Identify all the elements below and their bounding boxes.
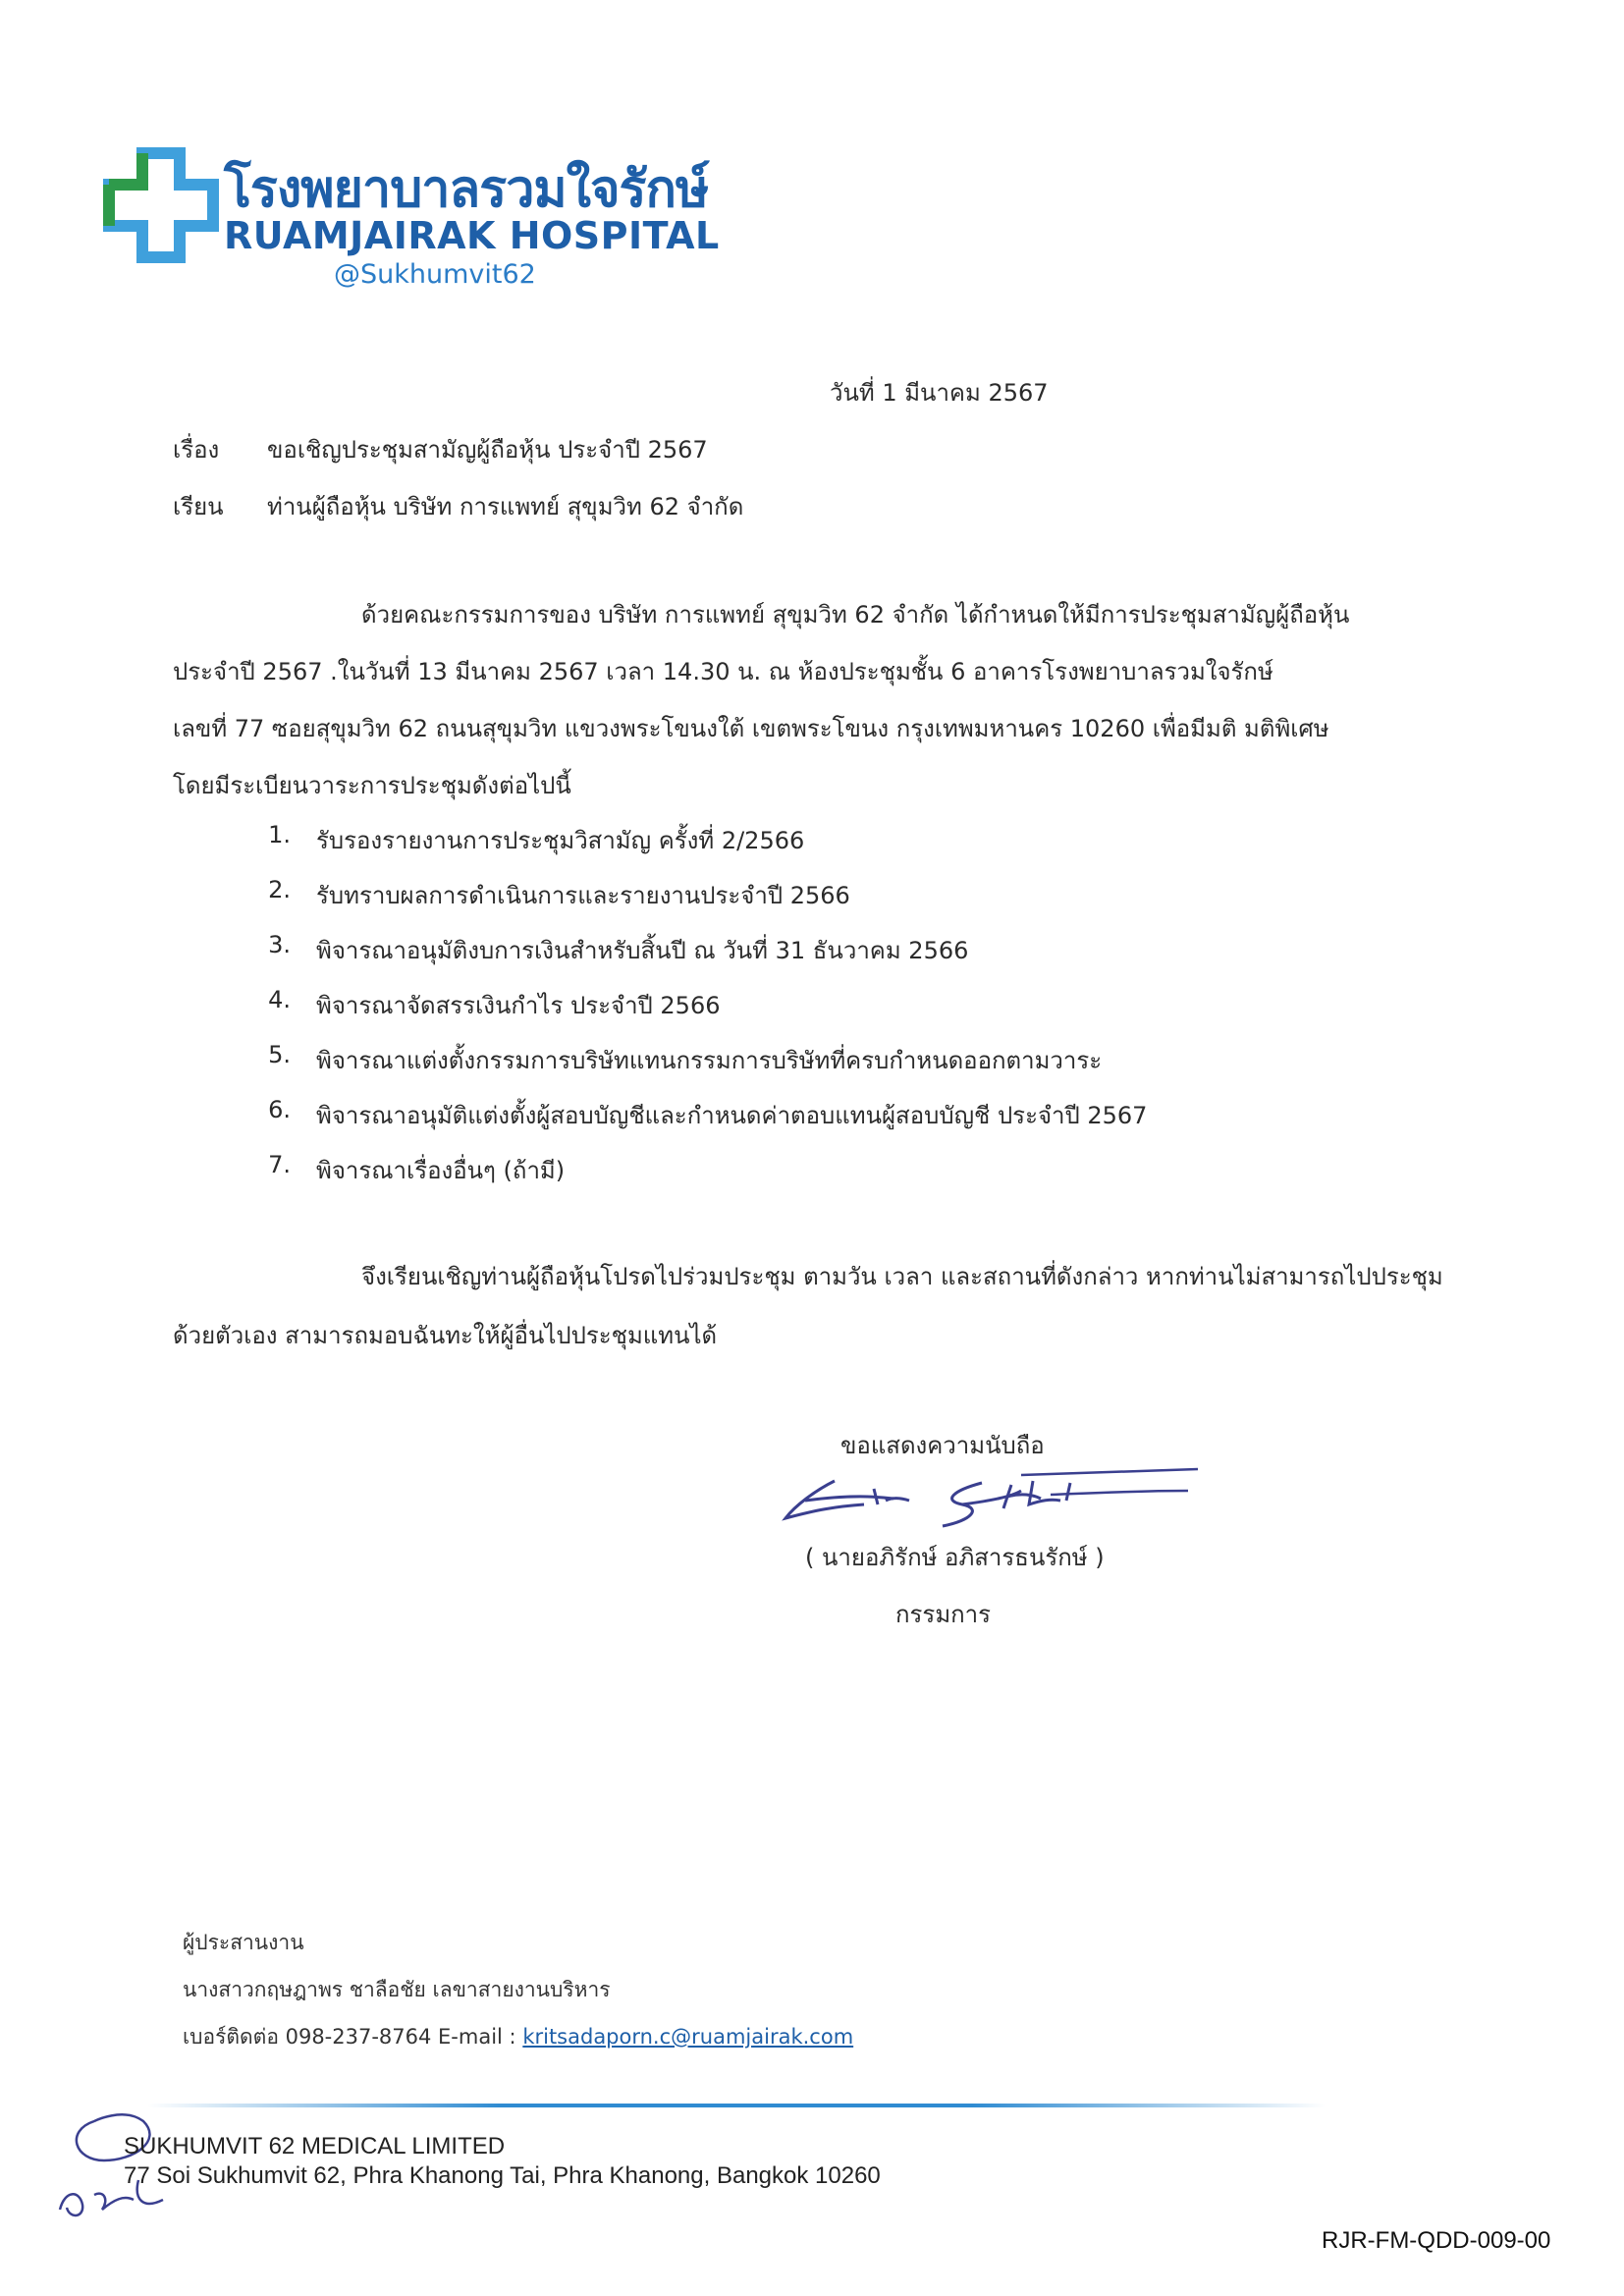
regards-text: ขอแสดงความนับถือ [840, 1432, 1045, 1459]
hospital-cross-logo-icon [103, 147, 221, 263]
hospital-name-en: RUAMJAIRAK HOSPITAL [224, 214, 720, 257]
footer-divider [147, 2104, 1326, 2107]
agenda-number: 4. [268, 986, 291, 1013]
closing-line-2: ด้วยตัวเอง สามารถมอบฉันทะให้ผู้อื่นไปประชุมแทนได้ [173, 1322, 718, 1349]
contact-phone [183, 2021, 853, 2053]
contact-label: ผู้ประสานงาน [183, 1931, 304, 1954]
agenda-number: 5. [268, 1041, 291, 1068]
body-line-4: โดยมีระเบียนวาระการประชุมดังต่อไปนี้ [173, 772, 571, 799]
document-code: RJR-FM-QDD-009-00 [1322, 2227, 1551, 2254]
signer-name: ( นายอภิรักษ์ อภิสารธนรักษ์ ) [805, 1544, 1105, 1571]
recipient-text: ท่านผู้ถือหุ้น บริษัท การแพทย์ สุขุมวิท 62 จำกัด [267, 493, 744, 520]
closing-line-1: จึงเรียนเชิญท่านผู้ถือหุ้นโปรดไปร่วมประชุม ตามวัน เวลา และสถานที่ดังกล่าว หากท่านไม่สามารถไปประชุม [361, 1263, 1443, 1290]
agenda-number: 6. [268, 1096, 291, 1123]
contact-phone-text: เบอร์ติดต่อ 098-237-8764 E-mail : [183, 2025, 523, 2049]
agenda-item: พิจารณาอนุมัติงบการเงินสำหรับสิ้นปี ณ วันที่ 31 ธันวาคม 2566 [316, 937, 969, 964]
signer-title: กรรมการ [895, 1601, 992, 1628]
agenda-item: พิจารณาแต่งตั้งกรรมการบริษัทแทนกรรมการบริษัทที่ครบกำหนดออกตามวาระ [316, 1047, 1103, 1074]
subject-text: ขอเชิญประชุมสามัญผู้ถือหุ้น ประจำปี 2567 [267, 436, 708, 464]
letter-date: วันที่ 1 มีนาคม 2567 [830, 379, 1049, 407]
body-line-1: ด้วยคณะกรรมการของ บริษัท การแพทย์ สุขุมวิท 62 จำกัด ได้กำหนดให้มีการประชุมสามัญผู้ถือหุ้น [361, 601, 1350, 629]
recipient-label: เรียน [173, 493, 224, 520]
hospital-branch: @Sukhumvit62 [334, 259, 536, 290]
contact-name: นางสาวกฤษฎาพร ชาลือชัย เลขาสายงานบริหาร [183, 1978, 611, 2001]
body-line-3: เลขที่ 77 ซอยสุขุมวิท 62 ถนนสุขุมวิท แขวงพระโขนงใต้ เขตพระโขนง กรุงเทพมหานคร 10260 เพื่อมีมติ มติพิเศษ [173, 715, 1329, 742]
contact-email-link[interactable]: kritsadaporn.c@ruamjairak.com [522, 2025, 854, 2049]
agenda-item: พิจารณาเรื่องอื่นๆ (ถ้ามี) [316, 1157, 566, 1184]
agenda-number: 3. [268, 931, 291, 958]
body-line-2: ประจำปี 2567 .ในวันที่ 13 มีนาคม 2567 เวลา 14.30 น. ณ ห้องประชุมชั้น 6 อาคารโรงพยาบาลรวมใจรักษ์ [173, 658, 1273, 685]
agenda-item: พิจารณาอนุมัติแต่งตั้งผู้สอบบัญชีและกำหนดค่าตอบแทนผู้สอบบัญชี ประจำปี 2567 [316, 1102, 1148, 1129]
agenda-item: พิจารณาจัดสรรเงินกำไร ประจำปี 2566 [316, 992, 721, 1019]
agenda-number: 7. [268, 1151, 291, 1178]
agenda-number: 1. [268, 821, 291, 848]
hospital-name-th: โรงพยาบาลรวมใจรักษ์ [224, 160, 709, 219]
agenda-item: รับรองรายงานการประชุมวิสามัญ ครั้งที่ 2/2566 [316, 827, 805, 854]
subject-label: เรื่อง [173, 436, 220, 464]
footer-address: 77 Soi Sukhumvit 62, Phra Khanong Tai, Phra Khanong, Bangkok 10260 [124, 2162, 881, 2189]
signature-image [776, 1461, 1208, 1540]
agenda-number: 2. [268, 876, 291, 903]
footer-company: SUKHUMVIT 62 MEDICAL LIMITED [124, 2133, 506, 2159]
agenda-item: รับทราบผลการดำเนินการและรายงานประจำปี 2566 [316, 882, 850, 909]
